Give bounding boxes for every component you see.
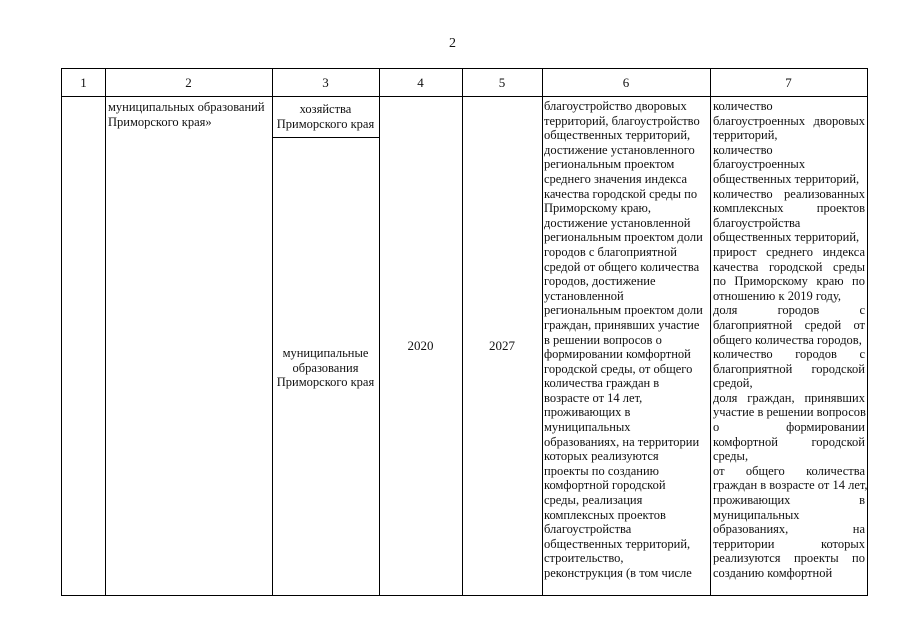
- col4-year: 2020: [407, 338, 434, 353]
- column-divider: [272, 69, 273, 595]
- col7-line: благоустроенных: [713, 157, 806, 172]
- col6-line: территорий, благоустройство: [544, 113, 700, 128]
- col7-line: среды,: [713, 449, 749, 464]
- col6-line: проживающих в: [544, 405, 631, 420]
- col7-line: муниципальных: [713, 507, 800, 522]
- col3-line: Приморского края: [276, 116, 375, 131]
- col7-line: средой,: [713, 376, 753, 391]
- col6-line: средой от общего количества: [544, 259, 700, 274]
- col7-line: количество городов с: [713, 347, 865, 362]
- col3-top-text: [272, 102, 379, 131]
- col6-line: достижение установленной: [544, 215, 691, 230]
- col3-line: Приморского края: [276, 375, 375, 390]
- header-col-2: 2: [185, 75, 192, 90]
- col6-line: установленной: [544, 288, 624, 303]
- col7-line: комфортной городской: [713, 434, 865, 449]
- col7-line: территории которых: [713, 536, 865, 551]
- col7-line: количество реализованных: [713, 186, 865, 201]
- col6-line: формировании комфортной: [544, 347, 691, 362]
- col6-line: благоустройство дворовых: [544, 99, 687, 113]
- col7-line: доля граждан, принявших: [713, 390, 865, 405]
- column-3-divider: [272, 137, 379, 138]
- col2-text: [108, 100, 270, 129]
- header-col-4: 4: [417, 75, 424, 90]
- col6-line: благоустройства: [544, 522, 632, 537]
- col7-line: комплексных проектов: [713, 201, 865, 216]
- col6-line: муниципальных: [544, 420, 631, 435]
- col6-line: образованиях, на территории: [544, 434, 700, 449]
- col6-line: региональным проектом: [544, 157, 675, 172]
- header-divider: [62, 96, 867, 97]
- col6-line: региональным проектом доли: [544, 230, 703, 245]
- col7-line: образованиях, на: [713, 522, 865, 537]
- col6-line: городов, достижение: [544, 274, 656, 289]
- col7-line: прирост среднего индекса: [713, 244, 865, 259]
- col3-line: хозяйства: [299, 102, 352, 116]
- col6-line: общественных территорий,: [544, 536, 691, 551]
- col2-line: муниципальных образований: [108, 100, 265, 114]
- col6-line: строительство,: [544, 551, 624, 566]
- col6-line: которых реализуются: [544, 449, 659, 464]
- col6-line: возрасте от 14 лет,: [544, 390, 643, 405]
- col6-text: [544, 99, 709, 581]
- col7-line: количество: [713, 99, 773, 113]
- data-table: [61, 68, 868, 596]
- col6-line: комфортной городской: [544, 478, 666, 493]
- col6-line: достижение установленного: [544, 142, 695, 157]
- col6-line: комплексных проектов: [544, 507, 666, 522]
- col3-line: образования: [292, 360, 359, 375]
- col3-line: муниципальные: [282, 346, 369, 360]
- col2-line: Приморского края»: [108, 114, 212, 129]
- col6-line: граждан, принявших участие: [544, 317, 700, 332]
- col5-year: 2027: [489, 338, 515, 353]
- header-col-5: 5: [498, 75, 506, 90]
- col7-line: граждан в возрасте от 14 лет,: [713, 478, 868, 493]
- column-divider: [105, 69, 106, 595]
- header-col-3: 3: [322, 75, 329, 90]
- column-divider: [379, 69, 380, 595]
- col7-line: благоприятной средой от: [713, 317, 865, 332]
- col7-line: созданию комфортной: [713, 566, 833, 580]
- col7-line: отношению к 2019 году,: [713, 288, 842, 303]
- header-col-6: 6: [622, 75, 630, 90]
- column-divider: [462, 69, 463, 595]
- col7-line: от общего количества: [713, 463, 865, 478]
- col3-bottom-text: [272, 346, 379, 390]
- col7-line: территорий,: [713, 128, 778, 143]
- col7-line: общего количества городов,: [713, 332, 862, 347]
- col6-line: количества граждан в: [544, 376, 660, 391]
- col7-line: общественных территорий,: [713, 171, 860, 186]
- col7-line: участие в решении вопросов: [713, 405, 866, 420]
- col6-line: качества городской среды по: [544, 186, 698, 201]
- header-col-1: 1: [80, 75, 87, 90]
- col7-line: количество: [713, 142, 773, 157]
- col6-line: городов с благоприятной: [544, 244, 677, 259]
- col7-text: [713, 99, 868, 581]
- col7-line: благоприятной городской: [713, 361, 865, 376]
- col6-line: региональным проектом доли: [544, 303, 703, 318]
- col7-line: общественных территорий,: [713, 230, 860, 245]
- column-divider: [710, 69, 711, 595]
- col6-line: реконструкция (в том числе: [544, 566, 692, 580]
- header-col-7: 7: [785, 75, 792, 90]
- col7-line: благоустройства: [713, 215, 801, 230]
- col6-line: в решении вопросов о: [544, 332, 662, 347]
- col6-line: среднего значения индекса: [544, 171, 688, 186]
- col7-line: реализуются проекты по: [713, 551, 865, 566]
- col7-line: качества городской среды: [713, 259, 865, 274]
- col6-line: городской среды, от общего: [544, 361, 693, 376]
- col6-line: среды, реализация: [544, 493, 643, 508]
- col7-line: проживающих в: [713, 493, 865, 508]
- column-divider: [542, 69, 543, 595]
- col6-line: Приморскому краю,: [544, 201, 651, 216]
- col7-line: о формировании: [713, 420, 865, 435]
- col7-line: благоустроенных дворовых: [713, 113, 865, 128]
- col6-line: общественных территорий,: [544, 128, 691, 143]
- page-number: 2: [449, 36, 456, 51]
- col7-line: по Приморскому краю по: [713, 274, 865, 289]
- col7-line: доля городов с: [713, 303, 865, 318]
- col6-line: проекты по созданию: [544, 463, 659, 478]
